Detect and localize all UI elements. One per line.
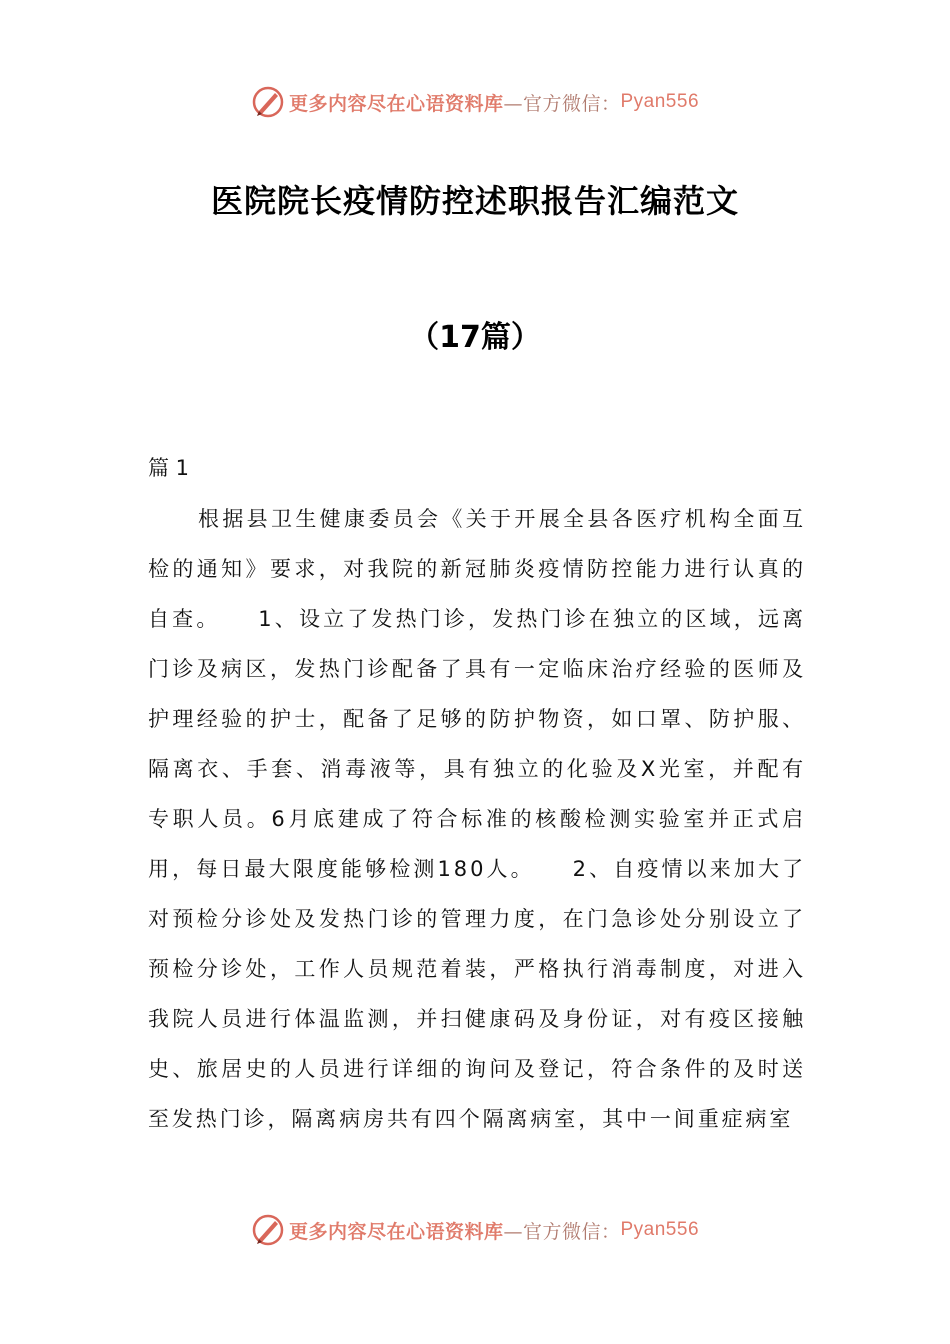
banner-text-wechat-label: —官方微信：	[503, 1220, 621, 1243]
body-paragraph: 根据县卫生健康委员会《关于开展全县各医疗机构全面互检的通知》要求，对我院的新冠肺炎疫情防控能力进行认真的自查。 1、设立了发热门诊，发热门诊在独立的区域，远离门诊及病区，发热门诊配备了具有一定临床治疗经验的医师及护理经验的护士，配备了足够的防护物资，如口罩、防护服、隔离衣、手套、消毒液等，具有独立的化验及X光室，并配有专职人员。6月底建成了符合标准的核酸检测实验室并正式启用，每日最大限度能够检测180人。 2、自疫情以来加大了对预检分诊处及发热门诊的管理力度，在门急诊处分别设立了预检分诊处，工作人员规范着装，严格执行消毒制度，对进入我院人员进行体温监测，并扫健康码及身份证，对有疫区接触史、旅居史的人员进行详细的询问及登记，符合条件的及时送至发热门诊，隔离病房共有四个隔离病室，其中一间重症病室	[148, 507, 806, 1131]
header-watermark-banner	[0, 84, 950, 120]
banner-text-main: 更多内容尽在心语资料库	[288, 92, 504, 115]
banner-text-wechat-id: Pyan556	[620, 91, 700, 112]
banner-text-main: 更多内容尽在心语资料库	[288, 1220, 504, 1243]
banner-text-wechat-label: —官方微信：	[503, 92, 621, 115]
document-title: 医院院长疫情防控述职报告汇编范文	[210, 182, 739, 220]
footer-watermark-banner	[0, 1212, 950, 1248]
pen-in-circle-icon	[251, 85, 285, 119]
section-label: 篇 1	[148, 456, 190, 480]
banner-text-wechat-id: Pyan556	[620, 1219, 700, 1240]
pen-in-circle-icon	[251, 1213, 285, 1247]
document-subtitle: （17篇）	[409, 320, 541, 355]
